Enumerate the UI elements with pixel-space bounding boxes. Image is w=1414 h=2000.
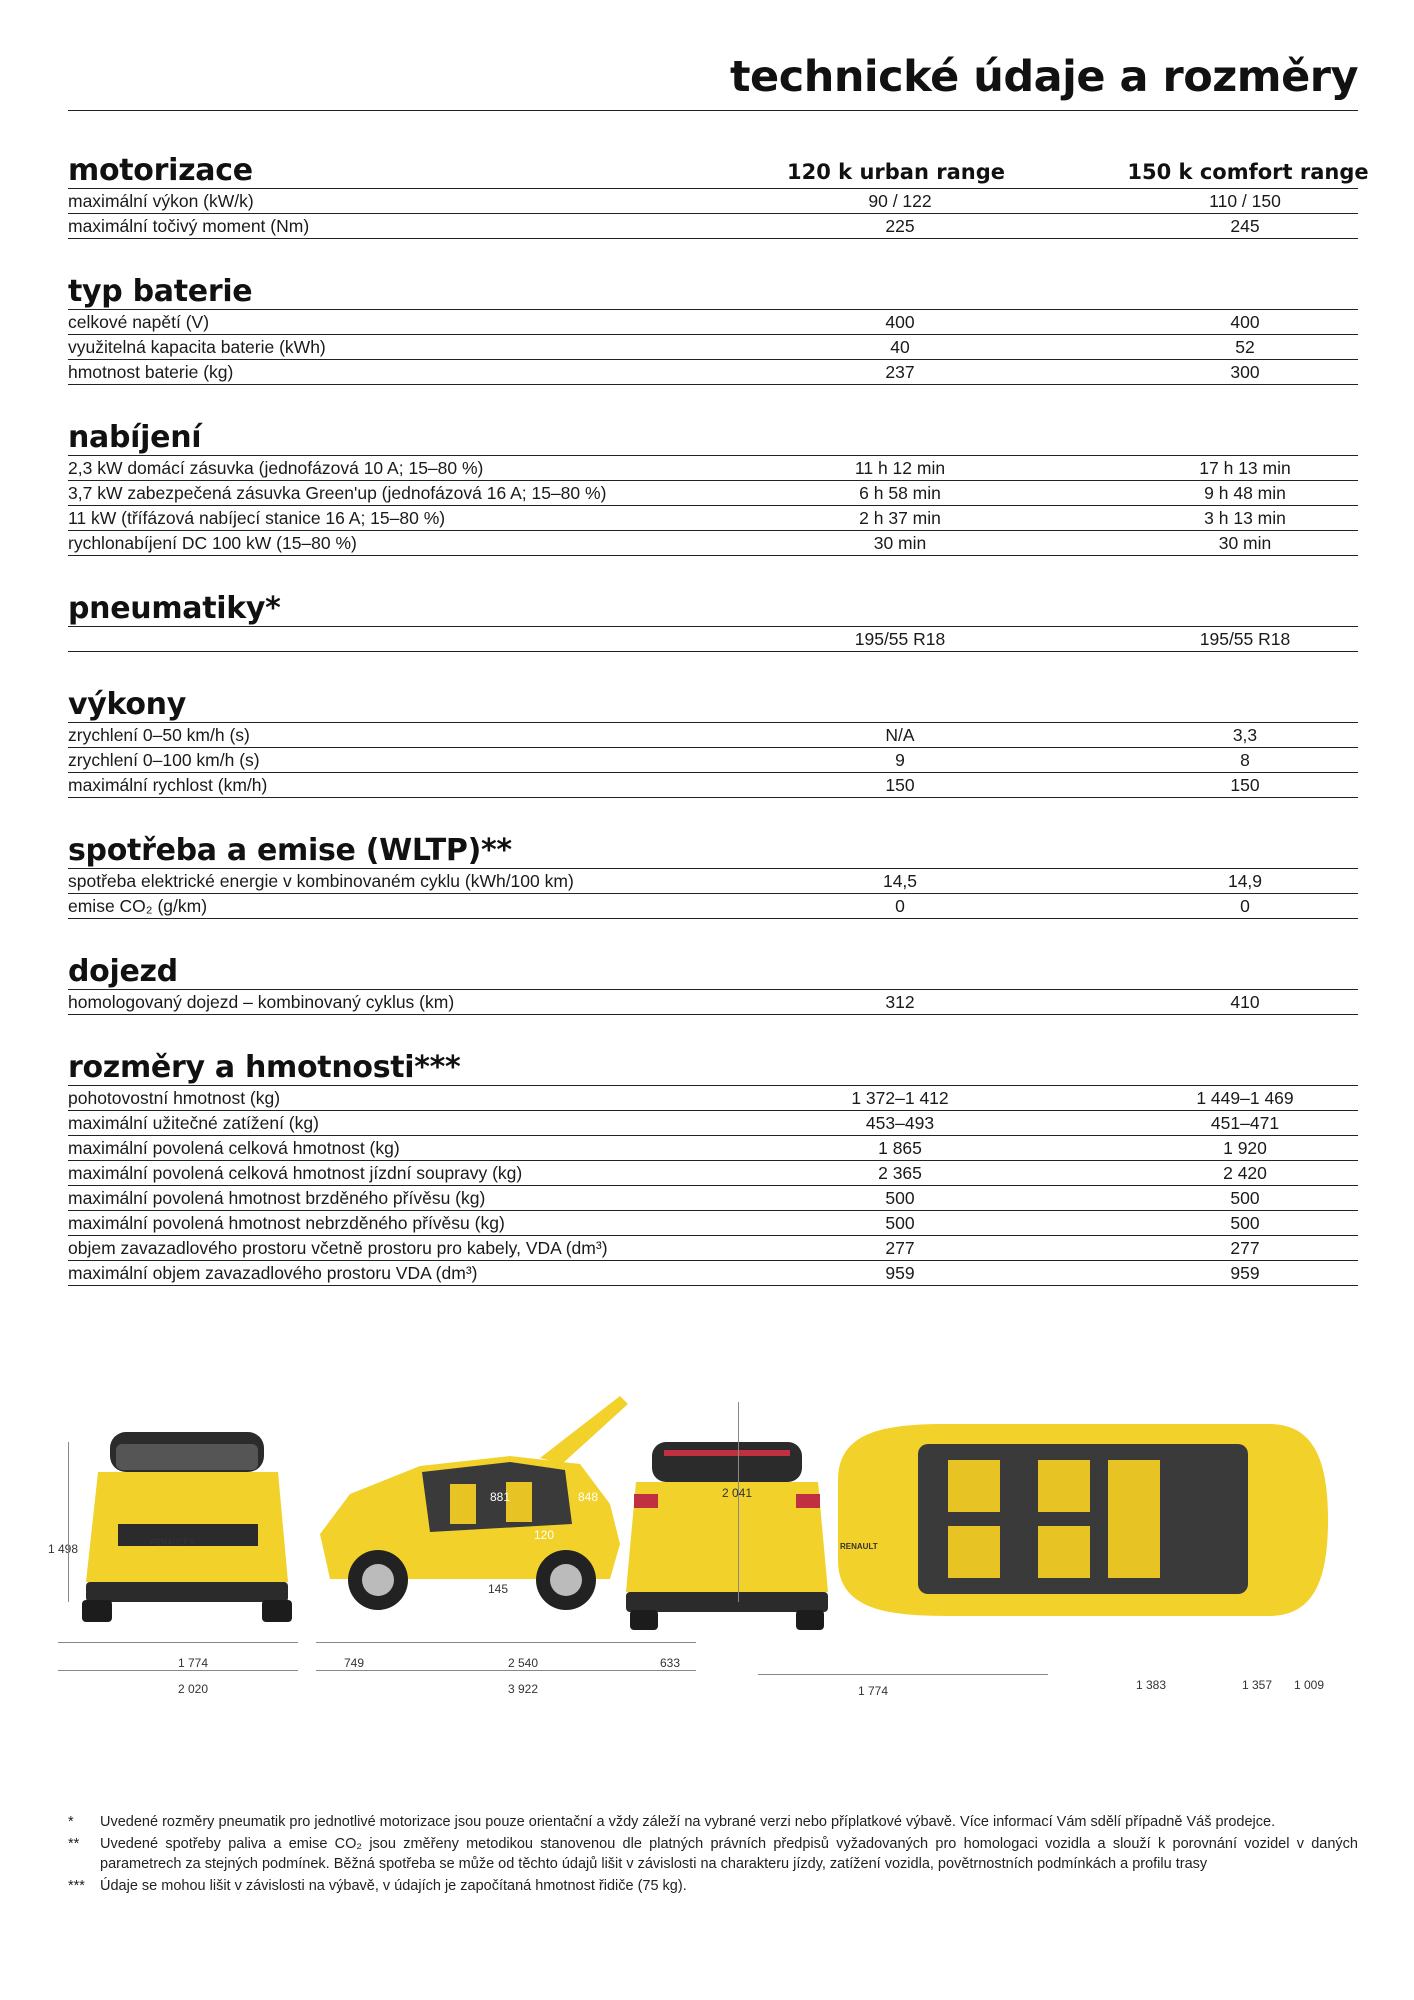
spec-label: pohotovostní hmotnost (kg) [68,1088,281,1108]
spec-value-urban: 312 [885,992,915,1012]
spec-row [68,1211,1358,1236]
spec-value-urban: 195/55 R18 [854,629,946,649]
spec-rows [68,188,1358,239]
spec-label: spotřeba elektrické energie v kombinovaném cyklu (kWh/100 km) [68,871,574,891]
spec-label: využitelná kapacita baterie (kWh) [68,337,326,357]
spec-value-urban: 453–493 [865,1113,935,1133]
spec-value-urban: 1 372–1 412 [851,1088,949,1108]
spec-value-urban: 500 [885,1188,915,1208]
spec-row [68,1136,1358,1161]
spec-label: 2,3 kW domácí zásuvka (jednofázová 10 A; 15–80 %) [68,458,484,478]
spec-row [68,506,1358,531]
spec-value-comfort: 9 h 48 min [1204,483,1286,503]
spec-rows [68,1085,1358,1286]
footnote-mark: ** [68,1836,80,1852]
dim-line-front-height [68,1442,69,1602]
spec-value-comfort: 300 [1230,362,1260,382]
section-title: rozměry a hmotnosti*** [68,1050,461,1085]
spec-value-comfort: 1 920 [1223,1138,1267,1158]
spec-value-comfort: 17 h 13 min [1199,458,1291,478]
spec-value-comfort: 150 [1230,775,1260,795]
spec-row [68,627,1358,652]
dim-front-height: 1 498 [48,1542,79,1556]
page-title: technické údaje a rozměry [730,52,1358,102]
spec-rows [68,989,1358,1015]
spec-tables [68,140,1369,1286]
spec-value-urban: N/A [885,725,915,745]
spec-label: zrychlení 0–100 km/h (s) [68,750,260,770]
spec-section [68,407,1358,556]
spec-label: zrychlení 0–50 km/h (s) [68,725,250,745]
section-title: motorizace [68,153,253,188]
spec-value-urban: 225 [885,216,915,236]
section-gap [68,556,1358,578]
section-header [68,407,1358,455]
spec-value-comfort: 959 [1230,1263,1260,1283]
dim-top-1383: 1 383 [1136,1678,1167,1692]
rear-view [626,1442,828,1630]
section-title: nabíjení [68,420,202,455]
spec-value-urban: 2 h 37 min [859,508,941,528]
spec-rows [68,722,1358,798]
dim-clearance-145: 145 [488,1582,509,1596]
footnotes [68,1812,1358,1898]
spec-value-urban: 277 [885,1238,915,1258]
dim-front-track: 1 774 [178,1656,209,1670]
dim-line-rear-track [758,1674,1048,1675]
spec-value-urban: 400 [885,312,915,332]
spec-value-urban: 959 [885,1263,915,1283]
dim-knee-120: 120 [534,1528,555,1542]
footnote-text: Uvedené rozměry pneumatik pro jednotlivé motorizace jsou pouze orientační a vždy záleží na vybrané verzi nebo příplatkové výbavě. Více informací Vám sdělí případně Váš prodejce. [100,1814,1276,1830]
footnote-text: Uvedené spotřeby paliva a emise CO₂ jsou změřeny metodikou stanovenou dle platných právních předpisů vyžadovaných pro homologaci vozidla a slouží k porovnání vozidel v daných parametrech za stejných podmínek. Běžná spotřeba se může od těchto údajů lišit v závislosti na charakteru jízdy, zatížení vozidla, povětrnostních podmínkách a profilu trasy [100,1836,1358,1872]
section-header [68,820,1358,868]
spec-label: maximální povolená celková hmotnost (kg) [68,1138,400,1158]
dim-line-length [316,1670,696,1671]
spec-value-comfort: 8 [1240,750,1250,770]
spec-value-comfort: 400 [1230,312,1260,332]
dimension-diagram [48,1392,1368,1698]
spec-row [68,1111,1358,1136]
spec-row [68,360,1358,385]
spec-value-urban: 6 h 58 min [859,483,941,503]
dim-seat-881: 881 [490,1490,511,1504]
brand-plate-rear: RENAULT [840,1542,878,1551]
spec-label: objem zavazadlového prostoru včetně prostoru pro kabely, VDA (dm³) [68,1238,608,1258]
spec-value-urban: 2 365 [878,1163,922,1183]
spec-value-urban: 9 [895,750,905,770]
spec-row [68,869,1358,894]
section-header [68,941,1358,989]
title-divider [68,110,1358,111]
spec-row [68,481,1358,506]
section-title: dojezd [68,954,178,989]
section-gap [68,919,1358,941]
spec-row [68,531,1358,556]
spec-value-urban: 30 min [873,533,927,553]
spec-section [68,674,1358,798]
spec-label: maximální výkon (kW/k) [68,191,254,211]
section-gap [68,239,1358,261]
spec-value-comfort: 0 [1240,896,1250,916]
spec-label: maximální povolená hmotnost nebrzděného přívěsu (kg) [68,1213,505,1233]
spec-label: celkové napětí (V) [68,312,210,332]
spec-row [68,1236,1358,1261]
section-header [68,674,1358,722]
dim-line-open-height [738,1402,739,1602]
dim-line-front-width [58,1670,298,1671]
section-title: pneumatiky* [68,591,281,626]
spec-section [68,1037,1358,1286]
spec-row [68,748,1358,773]
dim-line-front-track [58,1642,298,1643]
dim-rear-track: 1 774 [858,1684,889,1698]
spec-value-comfort: 195/55 R18 [1199,629,1291,649]
dim-overhang-rear: 633 [660,1656,681,1670]
spec-row [68,310,1358,335]
spec-value-urban: 90 / 122 [868,191,932,211]
spec-value-comfort: 1 449–1 469 [1196,1088,1294,1108]
section-gap [68,385,1358,407]
dim-front-width: 2 020 [178,1682,209,1696]
spec-row [68,214,1358,239]
spec-row [68,723,1358,748]
spec-section [68,261,1358,385]
spec-value-comfort: 277 [1230,1238,1260,1258]
spec-label: maximální povolená hmotnost brzděného přívěsu (kg) [68,1188,486,1208]
dim-length: 3 922 [508,1682,539,1696]
section-title: typ baterie [68,274,253,309]
spec-row [68,990,1358,1015]
dim-line-wheelbase [316,1642,696,1643]
spec-section [68,820,1358,919]
spec-value-urban: 237 [885,362,915,382]
section-header [68,261,1358,309]
spec-value-urban: 1 865 [878,1138,922,1158]
section-gap [68,1015,1358,1037]
spec-label: hmotnost baterie (kg) [68,362,234,382]
spec-value-comfort: 2 420 [1223,1163,1267,1183]
dim-seat-848: 848 [578,1490,599,1504]
dim-wheelbase: 2 540 [508,1656,539,1670]
footnote-mark: * [68,1814,74,1830]
spec-row [68,456,1358,481]
spec-section [68,578,1358,652]
spec-row [68,1261,1358,1286]
spec-label [68,627,668,651]
dim-top-1357: 1 357 [1242,1678,1273,1692]
spec-value-comfort: 410 [1230,992,1260,1012]
spec-label: maximální točivý moment (Nm) [68,216,310,236]
section-header [68,1037,1358,1085]
spec-section [68,941,1358,1015]
spec-rows [68,626,1358,652]
spec-value-comfort: 500 [1230,1188,1260,1208]
spec-value-urban: 150 [885,775,915,795]
spec-value-comfort: 500 [1230,1213,1260,1233]
spec-value-urban: 0 [895,896,905,916]
spec-row [68,1186,1358,1211]
spec-value-comfort: 451–471 [1210,1113,1280,1133]
spec-label: maximální užitečné zatížení (kg) [68,1113,319,1133]
section-gap [68,652,1358,674]
spec-rows [68,455,1358,556]
spec-value-urban: 40 [890,337,910,357]
spec-label: maximální rychlost (km/h) [68,775,268,795]
section-gap [68,798,1358,820]
footnote [68,1876,1358,1896]
section-title: spotřeba a emise (WLTP)** [68,833,512,868]
section-header [68,578,1358,626]
spec-value-urban: 14,5 [882,871,918,891]
brand-plate-front: RENAULT 5 [150,1538,195,1547]
footnote-text: Údaje se mohou lišit v závislosti na výbavě, v údajích je započítaná hmotnost řidiče (75 kg). [100,1878,687,1894]
column-header-comfort: 150 k comfort range [1127,160,1369,184]
spec-section [68,140,1369,239]
spec-value-urban: 11 h 12 min [854,458,946,478]
spec-value-comfort: 52 [1235,337,1255,357]
top-view [838,1424,1328,1616]
section-title: výkony [68,687,186,722]
spec-rows [68,868,1358,919]
spec-value-urban: 500 [885,1213,915,1233]
spec-row [68,1086,1358,1111]
spec-label: rychlonabíjení DC 100 kW (15–80 %) [68,533,357,553]
column-header-urban: 120 k urban range [787,160,1005,184]
spec-value-comfort: 30 min [1218,533,1272,553]
spec-label: homologovaný dojezd – kombinovaný cyklus (km) [68,992,455,1012]
spec-label: emise CO₂ (g/km) [68,896,208,916]
spec-label: maximální objem zavazadlového prostoru VDA (dm³) [68,1263,478,1283]
spec-row [68,773,1358,798]
spec-value-comfort: 3 h 13 min [1204,508,1286,528]
footnote-mark: *** [68,1878,85,1894]
spec-value-comfort: 14,9 [1227,871,1263,891]
dim-open-height: 2 041 [722,1486,753,1500]
footnote [68,1834,1358,1874]
spec-value-comfort: 3,3 [1232,725,1258,745]
dim-top-1009: 1 009 [1294,1678,1325,1692]
front-view [82,1432,292,1622]
section-header [68,140,1369,188]
car-diagrams-svg [48,1392,1368,1692]
spec-rows [68,309,1358,385]
dim-overhang-front: 749 [344,1656,365,1670]
spec-label: 3,7 kW zabezpečená zásuvka Green'up (jednofázová 16 A; 15–80 %) [68,483,607,503]
spec-label: 11 kW (třífázová nabíjecí stanice 16 A; 15–80 %) [68,508,446,528]
spec-row [68,894,1358,919]
footnote [68,1812,1358,1832]
spec-value-comfort: 245 [1230,216,1260,236]
spec-value-comfort: 110 / 150 [1209,191,1281,211]
spec-label: maximální povolená celková hmotnost jízdní soupravy (kg) [68,1163,523,1183]
spec-row [68,1161,1358,1186]
spec-row [68,189,1358,214]
spec-row [68,335,1358,360]
